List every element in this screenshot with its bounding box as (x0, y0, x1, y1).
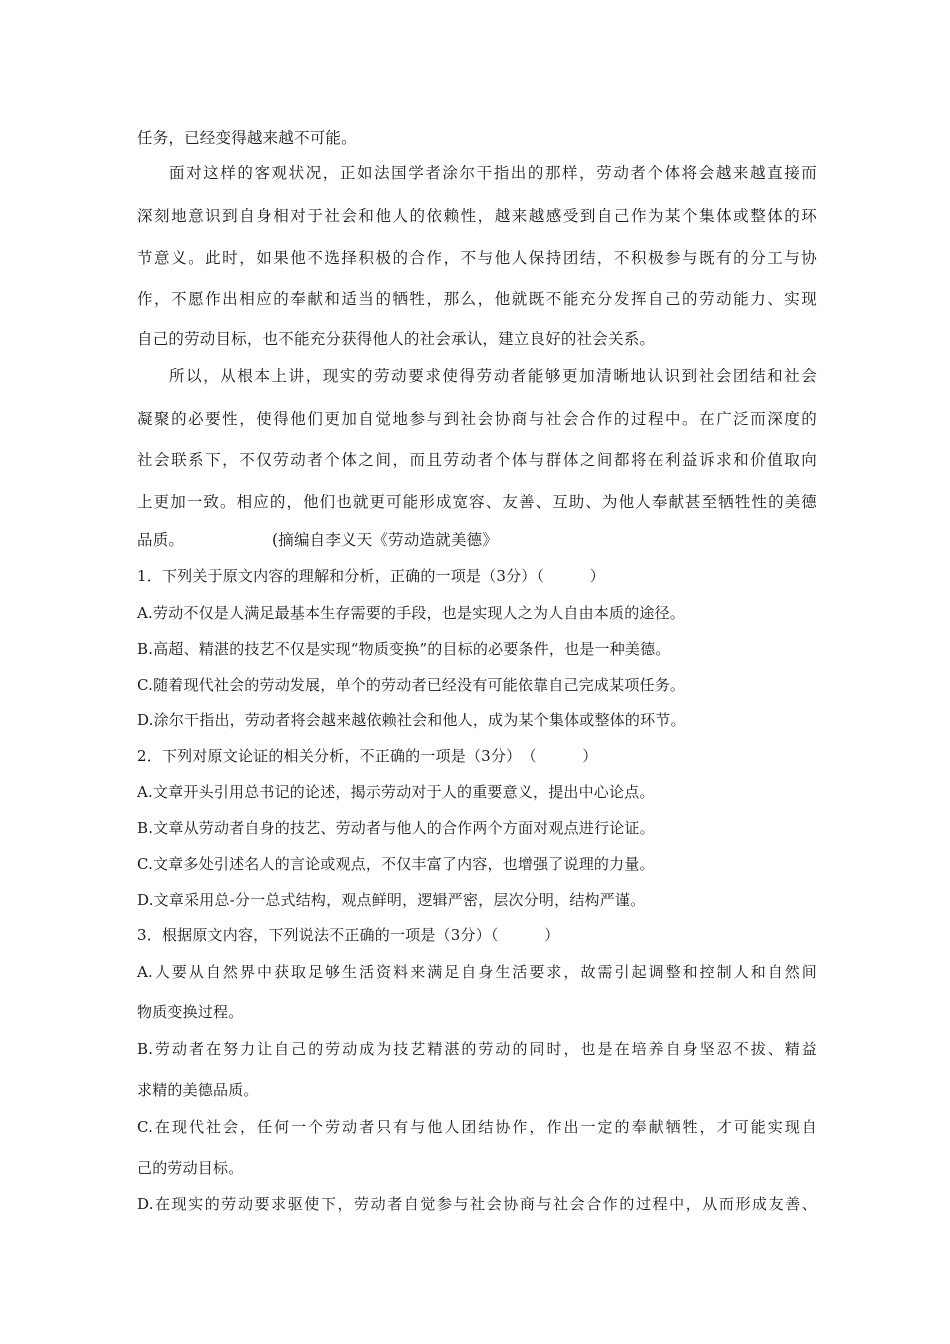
passage-line: 自己的劳动目标，也不能充分获得他人的社会承认，建立良好的社会关系。 (137, 330, 656, 348)
question-option: D.文章采用总-分一总式结构，观点鲜明，逻辑严密，层次分明，结构严谨。 (137, 891, 646, 909)
question-stem: 3．根据原文内容，下列说法不正确的一项是（3分）（ ） (137, 926, 560, 944)
question-option: A.劳动不仅是人满足最基本生存需要的手段，也是实现人之为人自由本质的途径。 (137, 604, 686, 622)
passage-line: 社会联系下，不仅劳动者个体之间，而且劳动者个体与群体之间都将在利益诉求和价值取向 (137, 451, 817, 469)
question-option: B.文章从劳动者自身的技艺、劳动者与他人的合作两个方面对观点进行论证。 (137, 819, 655, 837)
question-option: B.劳动者在努力让自己的劳动成为技艺精湛的劳动的同时，也是在培养自身坚忍不拔、精益 (137, 1040, 817, 1058)
passage-line: 凝聚的必要性，使得他们更加自觉地参与到社会协商与社会合作的过程中。在广泛而深度的 (137, 410, 817, 428)
question-option-continuation: 求精的美德品质。 (137, 1081, 259, 1099)
passage-line: 深刻地意识到自身相对于社会和他人的依赖性，越来越感受到自己作为某个集体或整体的环 (137, 207, 817, 225)
question-stem: 2．下列对原文论证的相关分析，不正确的一项是（3分） （ ） (137, 747, 598, 765)
question-option: C.文章多处引述名人的言论或观点，不仅丰富了内容，也增强了说理的力量。 (137, 855, 655, 873)
question-option: C.随着现代社会的劳动发展，单个的劳动者已经没有可能依靠自己完成某项任务。 (137, 676, 686, 694)
question-option-continuation: 物质变换过程。 (137, 1003, 244, 1021)
passage-line: 面对这样的客观状况，正如法国学者涂尔干指出的那样，劳动者个体将会越来越直接而 (169, 164, 817, 182)
question-option-continuation: 己的劳动目标。 (137, 1159, 244, 1177)
source-citation: (摘编自李义天《劳动造就美德》 (272, 531, 499, 549)
question-option: A.人要从自然界中获取足够生活资料来满足自身生活要求，故需引起调整和控制人和自然间 (137, 963, 817, 981)
passage-line: 所以，从根本上讲，现实的劳动要求使得劳动者能够更加清晰地认识到社会团结和社会 (169, 367, 817, 385)
question-stem: 1．下列关于原文内容的理解和分析，正确的一项是（3分）（ ） (137, 567, 605, 585)
passage-line: 上更加一致。相应的，他们也就更可能形成宽容、友善、互助、为他人奉献甚至牺牲性的美德 (137, 493, 817, 511)
passage-line: 作，不愿作出相应的奉献和适当的牺牲，那么，他就既不能充分发挥自己的劳动能力、实现 (137, 290, 817, 308)
question-option: C.在现代社会，任何一个劳动者只有与他人团结协作，作出一定的奉献牺牲，才可能实现自 (137, 1118, 817, 1136)
question-option: D.在现实的劳动要求驱使下，劳动者自觉参与社会协商与社会合作的过程中，从而形成友善、 (137, 1195, 817, 1213)
question-option: B.高超、精湛的技艺不仅是实现“物质变换”的目标的必要条件，也是一种美德。 (137, 640, 671, 658)
passage-line: 任务，已经变得越来越不可能。 (137, 129, 357, 147)
question-option: D.涂尔干指出，劳动者将会越来越依赖社会和他人，成为某个集体或整体的环节。 (137, 711, 686, 729)
passage-line: 节意义。此时，如果他不选择积极的合作，不与他人保持团结，不积极参与既有的分工与协 (137, 249, 817, 267)
question-option: A.文章开头引用总书记的论述，揭示劳动对于人的重要意义，提出中心论点。 (137, 783, 655, 801)
passage-line: 品质。 (137, 531, 185, 549)
